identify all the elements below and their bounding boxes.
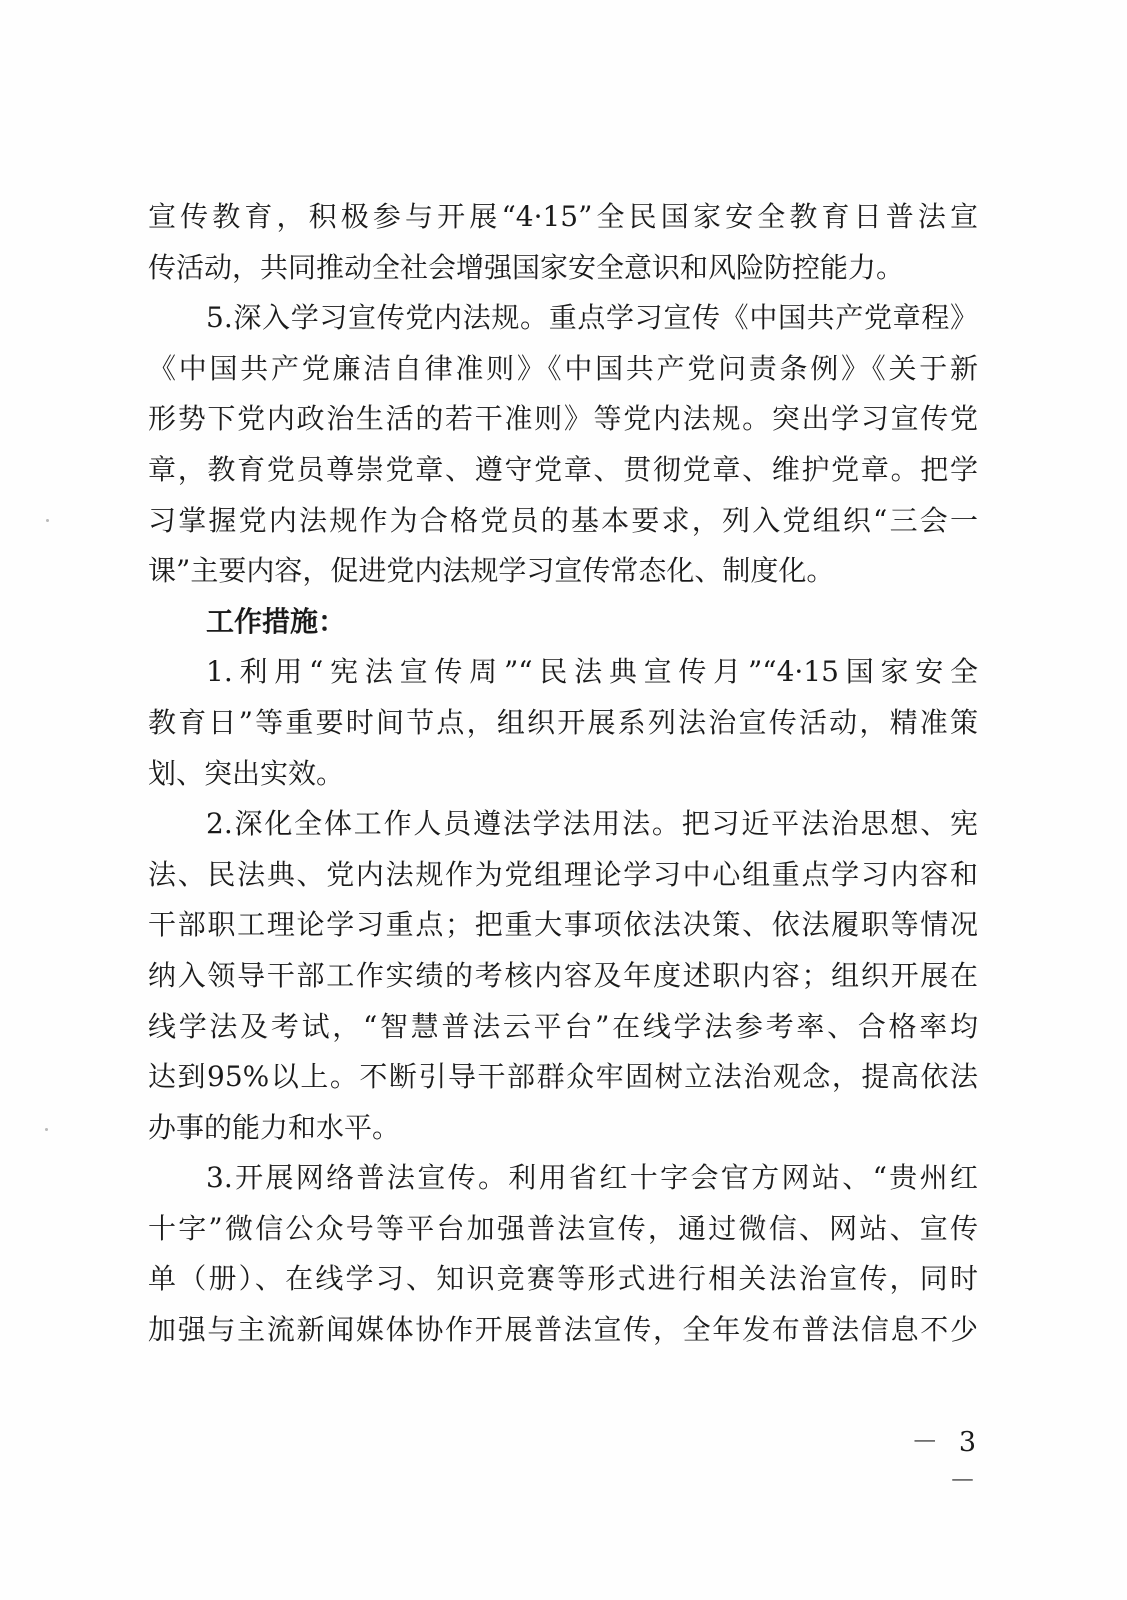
body-line: 章，教育党员尊崇党章、遵守党章、贯彻党章、维护党章。把学 <box>148 452 978 486</box>
scan-speck <box>45 1128 48 1131</box>
body-line: 加强与主流新闻媒体协作开展普法宣传，全年发布普法信息不少 <box>148 1313 978 1347</box>
body-line: 教育日”等重要时间节点，组织开展系列法治宣传活动，精准策 <box>148 705 978 739</box>
body-line: 线学法及考试，“智慧普法云平台”在线学法参考率、合格率均 <box>148 1009 978 1043</box>
body-line: 十字”微信公众号等平台加强普法宣传，通过微信、网站、宣传 <box>148 1211 978 1245</box>
body-line: 形势下党内政治生活的若干准则》等党内法规。突出学习宣传党 <box>148 402 978 436</box>
measure-3-line: 3.开展网络普法宣传。利用省红十字会官方网站、“贵州红 <box>206 1161 978 1195</box>
section-5-heading-line: 5.深入学习宣传党内法规。重点学习宣传《中国共产党章程》 <box>206 301 978 335</box>
body-line: 达到95%以上。不断引导干部群众牢固树立法治观念，提高依法 <box>148 1060 978 1094</box>
body-line: 干部职工理论学习重点；把重大事项依法决策、依法履职等情况 <box>148 908 978 942</box>
body-line: 法、民法典、党内法规作为党组理论学习中心组重点学习内容和 <box>148 857 978 891</box>
body-line: 纳入领导干部工作实绩的考核内容及年度述职内容；组织开展在 <box>148 958 978 992</box>
body-line: 课”主要内容，促进党内法规学习宣传常态化、制度化。 <box>148 554 835 588</box>
document-body <box>148 192 978 1356</box>
body-line: 《中国共产党廉洁自律准则》《中国共产党问责条例》《关于新 <box>148 351 978 385</box>
body-line: 传活动，共同推动全社会增强国家安全意识和风险防控能力。 <box>148 250 905 284</box>
body-line: 习掌握党内法规作为合格党员的基本要求，列入党组织“三会一 <box>148 503 978 537</box>
body-line: 划、突出实效。 <box>148 756 345 790</box>
scan-speck <box>46 519 49 522</box>
body-line: 办事的能力和水平。 <box>148 1110 401 1144</box>
body-line: 单（册）、在线学习、知识竞赛等形式进行相关法治宣传，同时 <box>148 1262 978 1296</box>
measure-1-line: 1.利用“宪法宣传周”“民法典宣传月”“4·15国家安全 <box>206 655 978 689</box>
measures-heading: 工作措施： <box>206 604 347 638</box>
body-line: 宣传教育，积极参与开展“4·15”全民国家安全教育日普法宣 <box>148 200 978 233</box>
measure-2-line: 2.深化全体工作人员遵法学法用法。把习近平法治思想、宪 <box>206 807 978 841</box>
page-number: － 3 － <box>911 1427 982 1497</box>
